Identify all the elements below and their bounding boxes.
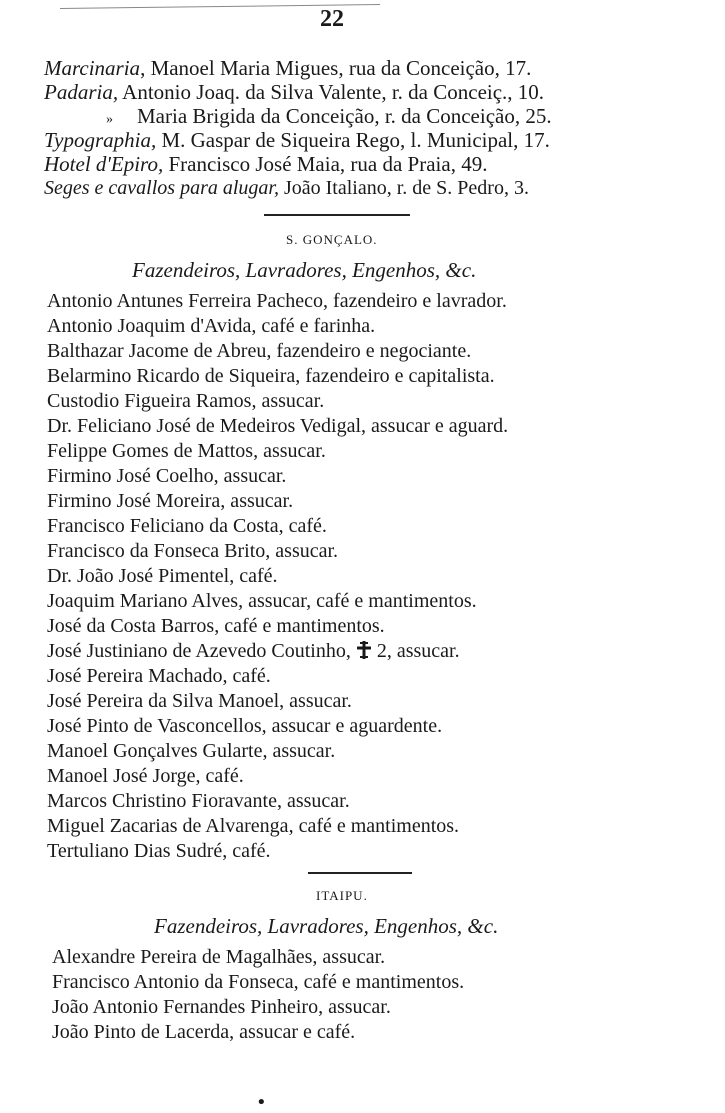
list-item: Belarmino Ricardo de Siqueira, fazendeiro e capitalista. [47,365,495,387]
list-item: Francisco da Fonseca Brito, assucar. [47,540,339,562]
list-item: José Pereira da Silva Manoel, assucar. [47,690,352,712]
list-item: Manoel Gonçalves Gularte, assucar. [47,740,336,762]
entry-text: M. Gaspar de Siqueira Rego, l. Municipal, 17. [156,128,550,152]
entry-text: , Manoel Maria Migues, rua da Conceição, 17. [140,56,532,80]
entry-text: 2, assucar. [376,640,460,662]
profession-entry [44,176,529,200]
list-item: Marcos Christino Fioravante, assucar. [47,790,350,812]
trade-label: Hotel d'Epiro, [44,152,164,176]
list-item: João Antonio Fernandes Pinheiro, assucar. [52,996,391,1018]
trade-label: Typographia, [44,128,157,152]
list-item: Antonio Antunes Ferreira Pacheco, fazendeiro e lavrador. [47,290,507,312]
profession-entry [44,128,550,152]
list-item: Francisco Antonio da Fonseca, café e mantimentos. [52,971,465,993]
category-heading: Fazendeiros, Lavradores, Engenhos, &c. [154,914,499,938]
profession-entry [44,56,531,80]
profession-entry [44,152,487,176]
locality-heading: ITAIPU. [316,888,368,903]
list-item: José Pinto de Vasconcellos, assucar e aguardente. [47,715,443,737]
list-item: Dr. Feliciano José de Medeiros Vedigal, assucar e aguard. [47,415,509,437]
locality-heading: S. GONÇALO. [286,232,378,247]
page-speck: • [256,1092,267,1113]
list-item: Alexandre Pereira de Magalhães, assucar. [52,946,386,968]
section-divider [308,872,412,874]
list-item: João Pinto de Lacerda, assucar e café. [52,1021,356,1043]
page-number: 22 [320,6,344,32]
entry-text: Antonio Joaq. da Silva Valente, r. da Conceiç., 10. [118,80,545,104]
trade-label: Seges e cavallos para alugar, [44,177,279,199]
order-cross-icon [356,640,372,660]
entry-text: Maria Brigida da Conceição, r. da Conceição, 25. [137,104,552,128]
list-item: Dr. João José Pimentel, café. [47,565,278,587]
list-item: José da Costa Barros, café e mantimentos. [47,615,385,637]
section-divider [264,214,410,216]
list-item: Balthazar Jacome de Abreu, fazendeiro e negociante. [47,340,472,362]
trade-label: Padaria, [44,80,119,104]
list-item: Custodio Figueira Ramos, assucar. [47,390,325,412]
entry-text: Francisco José Maia, rua da Praia, 49. [163,152,488,176]
list-item: Joaquim Mariano Alves, assucar, café e mantimentos. [47,590,477,612]
list-item: Tertuliano Dias Sudré, café. [47,840,271,862]
list-item: José Pereira Machado, café. [47,665,271,687]
category-heading: Fazendeiros, Lavradores, Engenhos, &c. [132,258,477,282]
list-item: Firmino José Moreira, assucar. [47,490,294,512]
list-item: Miguel Zacarias de Alvarenga, café e mantimentos. [47,815,460,837]
entry-text: José Justiniano de Azevedo Coutinho, [47,640,351,662]
entry-text: João Italiano, r. de S. Pedro, 3. [278,177,529,199]
list-item: Manoel José Jorge, café. [47,765,244,787]
list-item [47,639,460,663]
profession-entry [44,80,544,104]
list-item: Antonio Joaquim d'Avida, café e farinha. [47,315,376,337]
list-item: Francisco Feliciano da Costa, café. [47,515,327,537]
ditto-mark: » [106,112,113,127]
list-item: Felippe Gomes de Mattos, assucar. [47,440,326,462]
trade-label: Marcinaria [44,56,141,80]
list-item: Firmino José Coelho, assucar. [47,465,287,487]
